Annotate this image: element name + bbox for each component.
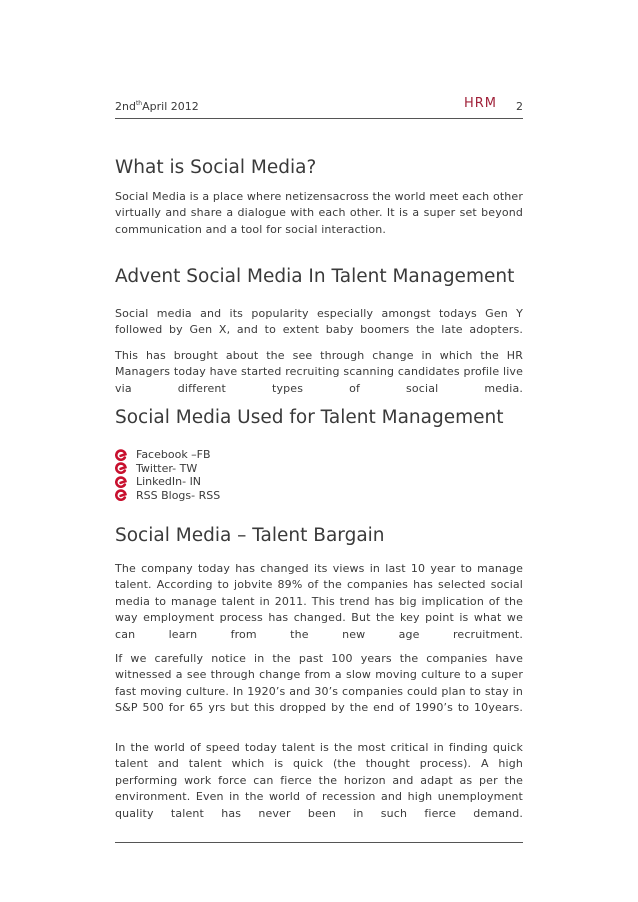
list-item: Twitter- TW <box>115 462 220 476</box>
page-number: 2 <box>516 100 523 113</box>
heading-talent-bargain: Social Media – Talent Bargain <box>115 525 385 546</box>
paragraph: Social Media is a place where netizensacross the world meet each other virtually and share a dialogue with each other. It is a super set beyond communication and a tool for social interaction. <box>115 190 523 236</box>
paragraph: This has brought about the see through change in which the HR Managers today have started recruiting scanning candidates profile live via different types of social media. <box>115 349 523 395</box>
list-item: Facebook –FB <box>115 448 220 462</box>
page-header <box>115 94 523 119</box>
list-item: RSS Blogs- RSS <box>115 489 220 503</box>
heading-social-media-used: Social Media Used for Talent Management <box>115 407 504 428</box>
swirl-bullet-icon <box>115 449 127 461</box>
swirl-bullet-icon <box>115 476 127 488</box>
heading-what-is-social-media: What is Social Media? <box>115 157 317 178</box>
heading-advent-social-media: Advent Social Media In Talent Management <box>115 266 515 287</box>
header-title: HRM <box>463 96 497 111</box>
paragraph: The company today has changed its views in last 10 year to manage talent. According to jobvite 89% of the companies has selected social media to manage talent in 2011. This trend has big implication of the way employment process has changed. But the key point is what we can learn from the new age recruitment. <box>115 562 523 641</box>
footer-rule <box>115 842 523 843</box>
paragraph: Social media and its popularity especially amongst todays Gen Y followed by Gen X, and to extent baby boomers the late adopters. <box>115 307 523 337</box>
swirl-bullet-icon <box>115 462 127 474</box>
swirl-bullet-icon <box>115 489 127 501</box>
list-item: LinkedIn- IN <box>115 475 220 489</box>
paragraph: If we carefully notice in the past 100 years the companies have witnessed a see through change from a slow moving culture to a super fast moving culture. In 1920’s and 30’s companies could plan to stay in S&P 500 for 65 yrs but this dropped by the end of 1990’s to 10years. <box>115 652 523 715</box>
header-date: $2nd^{th}April$ 2012 <box>115 100 199 113</box>
social-media-list <box>115 448 220 502</box>
paragraph: In the world of speed today talent is the most critical in finding quick talent and talent which is quick (the thought process). A high performing work force can fierce the horizon and adapt as per the environment. Even in the world of recession and high unemployment quality talent has never been in such fierce demand. <box>115 741 523 820</box>
